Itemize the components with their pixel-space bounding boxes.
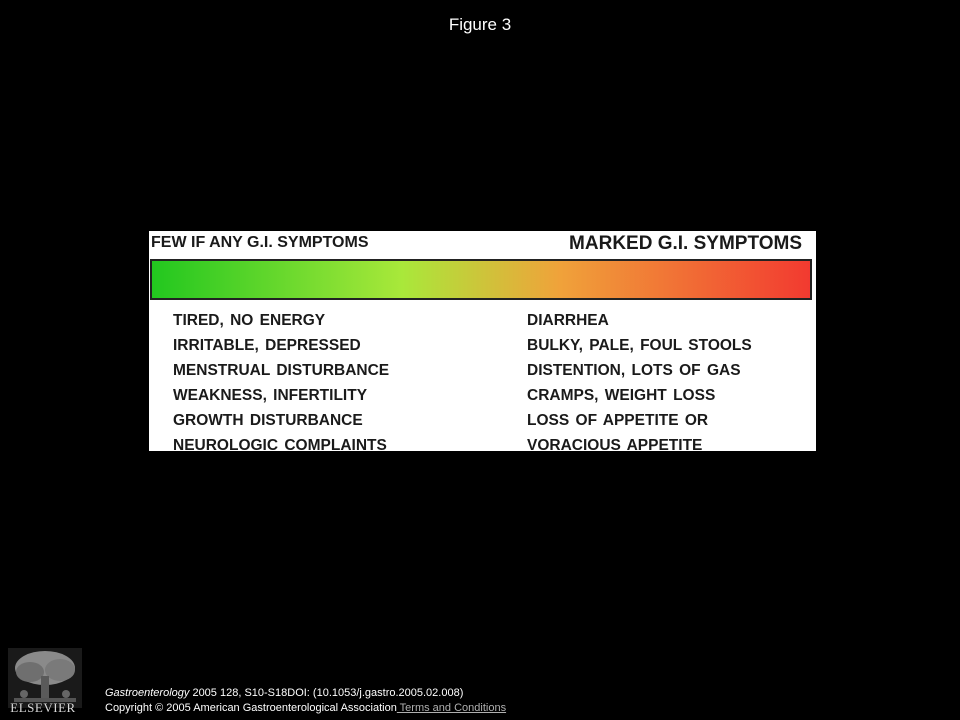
symptom-spectrum-figure	[149, 231, 816, 451]
list-item: BULKY, PALE, FOUL STOOLS	[527, 337, 752, 354]
list-item: VORACIOUS APPETITE	[527, 437, 703, 451]
list-item: IRRITABLE, DEPRESSED	[173, 337, 361, 354]
elsevier-wordmark: ELSEVIER	[10, 700, 76, 715]
list-item: GROWTH DISTURBANCE	[173, 412, 363, 429]
list-item: WEAKNESS, INFERTILITY	[173, 387, 368, 404]
journal-name: Gastroenterology	[105, 687, 190, 699]
citation-block	[105, 686, 506, 716]
list-item: LOSS OF APPETITE OR	[527, 412, 709, 429]
severity-gradient-bar	[150, 259, 812, 300]
few-symptoms-label: FEW IF ANY G.I. SYMPTOMS	[151, 234, 369, 251]
marked-symptoms-list	[527, 308, 752, 451]
copyright-text: Copyright © 2005 American Gastroenterological Association	[105, 702, 397, 714]
list-item: DISTENTION, LOTS OF GAS	[527, 362, 741, 379]
list-item: NEUROLOGIC COMPLAINTS	[173, 437, 387, 451]
list-item: CRAMPS, WEIGHT LOSS	[527, 387, 716, 404]
citation-line	[105, 686, 506, 701]
list-item: TIRED, NO ENERGY	[173, 312, 326, 329]
list-item: MENSTRUAL DISTURBANCE	[173, 362, 390, 379]
citation-details: 2005 128, S10-S18DOI: (10.1053/j.gastro.2005.02.008)	[189, 687, 464, 699]
list-item: DIARRHEA	[527, 312, 609, 329]
copyright-line	[105, 701, 506, 716]
figure-title: Figure 3	[448, 15, 512, 34]
marked-symptoms-label: MARKED G.I. SYMPTOMS	[569, 233, 802, 254]
terms-and-conditions-link[interactable]: Terms and Conditions	[396, 702, 507, 714]
mild-symptoms-list	[173, 308, 389, 451]
